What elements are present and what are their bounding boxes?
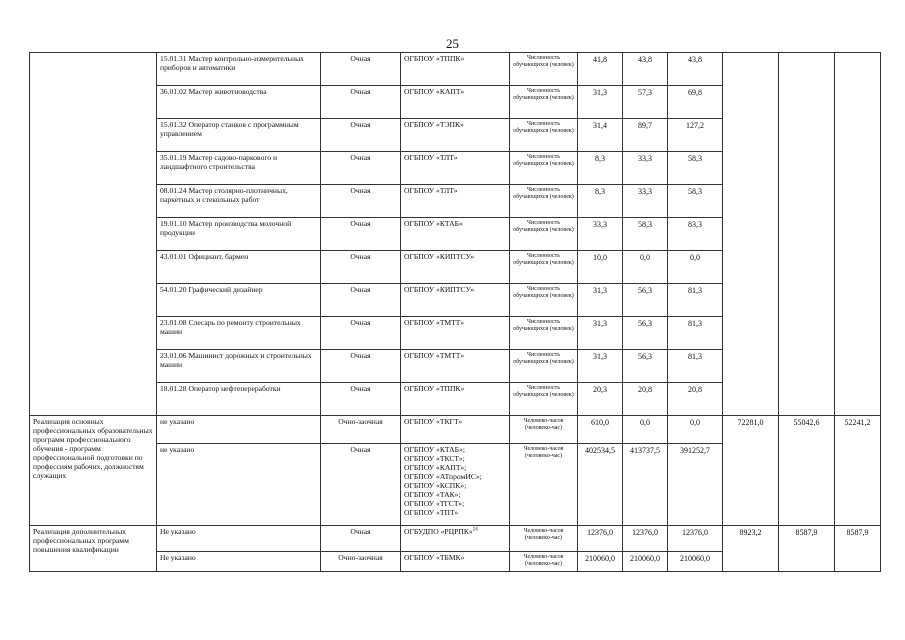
- program-name: Не указано: [157, 552, 321, 572]
- value-3: 20,8: [668, 383, 723, 416]
- measure-unit: Численность обучающихся (человек): [510, 383, 578, 416]
- organization: ОГБПОУ «ТМТТ»: [401, 350, 510, 383]
- organization-cell: [401, 526, 510, 552]
- section-dpo-title: Реализация дополнительных профессиональных программ повышения квалификации: [30, 526, 157, 572]
- organization: ОГБПОУ «АТпромИС»;: [404, 471, 482, 481]
- value-2: 0,0: [623, 416, 668, 444]
- program-name: не указано: [157, 444, 321, 526]
- organization: ОГБПОУ «КТАБ»;: [404, 445, 465, 454]
- value-3: 391252,7: [668, 444, 723, 526]
- value-3: 0,0: [668, 416, 723, 444]
- study-form: Очная: [321, 251, 401, 284]
- value-1: 31,3: [578, 86, 623, 119]
- program-name: 23.01.06 Машинист дорожных и строительных машин: [157, 350, 321, 383]
- value-3: 83,3: [668, 218, 723, 251]
- value-2: 0,0: [623, 251, 668, 284]
- value-3: 58,3: [668, 152, 723, 185]
- value-1: 31,3: [578, 350, 623, 383]
- value-2: 57,3: [623, 86, 668, 119]
- organization: ОГБПОУ «КАПТ»: [401, 86, 510, 119]
- study-form: Очная: [321, 350, 401, 383]
- value-2: 210060,0: [623, 552, 668, 572]
- measure-unit: Численность обучающихся (человек): [510, 185, 578, 218]
- continued-total-1: [723, 53, 779, 416]
- section-total-2: 8587,9: [779, 526, 835, 572]
- organization: ОГБПОУ «ТГСТ»;: [404, 498, 465, 508]
- section-main-title: Реализация основных профессиональных образовательных программ профессионального обучения - программ профессиональной подготовки по профессиям рабочих, должностям служащих: [30, 416, 157, 526]
- study-form: Очная: [321, 526, 401, 552]
- program-name: Не указано: [157, 526, 321, 552]
- value-1: 31,3: [578, 284, 623, 317]
- study-form: Очная: [321, 383, 401, 416]
- value-1: 8,3: [578, 185, 623, 218]
- measure-unit: Численность обучающихся (человек): [510, 251, 578, 284]
- section-total-2: 55042,6: [779, 416, 835, 526]
- value-2: 56,3: [623, 350, 668, 383]
- value-1: 31,3: [578, 317, 623, 350]
- study-form: Очная: [321, 119, 401, 152]
- table-row: [30, 53, 881, 86]
- services-table: [29, 52, 881, 572]
- organization: ОГБПОУ «ТЭПК»: [401, 119, 510, 152]
- value-3: 0,0: [668, 251, 723, 284]
- organization: ОГБПОУ «ТКСТ»;: [404, 453, 465, 463]
- study-form: Очная: [321, 185, 401, 218]
- organization-list: [401, 444, 510, 526]
- program-name: 18.01.28 Оператор нефтепереработки: [157, 383, 321, 416]
- section-main: [30, 416, 881, 526]
- value-1: 402534,5: [578, 444, 623, 526]
- study-form: Очная: [321, 317, 401, 350]
- value-2: 20,8: [623, 383, 668, 416]
- organization: ОГБПОУ «ТППК»: [401, 383, 510, 416]
- organization: ОГБПОУ «ТБМК»: [401, 552, 510, 572]
- value-1: 12376,0: [578, 526, 623, 552]
- program-rows: [30, 53, 881, 416]
- organization: ОГБПОУ «ТКГТ»: [401, 416, 510, 444]
- value-3: 81,3: [668, 317, 723, 350]
- organization: ОГБПОУ «ТАК»;: [404, 489, 461, 499]
- value-2: 89,7: [623, 119, 668, 152]
- value-2: 58,3: [623, 218, 668, 251]
- measure-unit: Численность обучающихся (человек): [510, 284, 578, 317]
- value-3: 81,3: [668, 350, 723, 383]
- study-form: Очная: [321, 152, 401, 185]
- section-total-1: 72281,0: [723, 416, 779, 526]
- organization: ОГБПОУ «ТПТ»: [404, 507, 459, 517]
- organization: ОГБПОУ «ТЛТ»: [401, 152, 510, 185]
- value-2: 56,3: [623, 317, 668, 350]
- organization: ОГБПОУ «КТАБ»: [401, 218, 510, 251]
- study-form: Очная: [321, 284, 401, 317]
- measure-unit: Численность обучающихся (человек): [510, 317, 578, 350]
- value-1: 41,8: [578, 53, 623, 86]
- program-name: 15.01.31 Мастер контрольно-измерительных приборов и автоматики: [157, 53, 321, 86]
- measure-unit: Численность обучающихся (человек): [510, 86, 578, 119]
- table-row: [30, 416, 881, 444]
- table-row: [30, 526, 881, 552]
- value-3: 127,2: [668, 119, 723, 152]
- value-1: 33,3: [578, 218, 623, 251]
- organization: ОГБПОУ «ТППК»: [401, 53, 510, 86]
- program-name: 54.01.20 Графический дизайнер: [157, 284, 321, 317]
- study-form: Очная: [321, 444, 401, 526]
- organization: ОГБПОУ «ТМТТ»: [401, 317, 510, 350]
- value-1: 610,0: [578, 416, 623, 444]
- measure-unit: Численность обучающихся (человек): [510, 218, 578, 251]
- measure-unit: Численность обучающихся (человек): [510, 152, 578, 185]
- value-2: 33,3: [623, 185, 668, 218]
- program-name: не указано: [157, 416, 321, 444]
- organization: ОГБПОУ «ТЛТ»: [401, 185, 510, 218]
- value-3: 81,3: [668, 284, 723, 317]
- value-1: 20,3: [578, 383, 623, 416]
- measure-unit: Численность обучающихся (человек): [510, 53, 578, 86]
- study-form: Очно-заочная: [321, 552, 401, 572]
- program-name: 08.01.24 Мастер столярно-плотничных, паркетных и стекольных работ: [157, 185, 321, 218]
- footnote-marker: 24: [472, 527, 478, 533]
- program-name: 23.01.08 Слесарь по ремонту строительных машин: [157, 317, 321, 350]
- program-name: 43.01.01 Официант, бармен: [157, 251, 321, 284]
- value-2: 33,3: [623, 152, 668, 185]
- study-form: Очно-заочная: [321, 416, 401, 444]
- value-3: 69,8: [668, 86, 723, 119]
- measure-unit: Численность обучающихся (человек): [510, 350, 578, 383]
- study-form: Очная: [321, 218, 401, 251]
- study-form: Очная: [321, 86, 401, 119]
- continued-section-cell: [30, 53, 157, 416]
- program-name: 36.01.02 Мастер животноводства: [157, 86, 321, 119]
- continued-total-2: [779, 53, 835, 416]
- measure-unit: Численность обучающихся (человек): [510, 119, 578, 152]
- measure-unit: Человеко-часов (человеко-час): [510, 416, 578, 444]
- organization: ОГБУДПО «РЦРПК»: [404, 527, 473, 536]
- organization: ОГБПОУ «КИПТСУ»: [401, 251, 510, 284]
- value-3: 58,3: [668, 185, 723, 218]
- measure-unit: Человеко-часов (человеко-час): [510, 444, 578, 526]
- value-3: 43,8: [668, 53, 723, 86]
- section-dpo: [30, 526, 881, 572]
- value-2: 56,3: [623, 284, 668, 317]
- organization: ОГБПОУ «КСПК»;: [404, 480, 467, 490]
- program-name: 15.01.32 Оператор станков с программным управлением: [157, 119, 321, 152]
- value-2: 413737,5: [623, 444, 668, 526]
- value-1: 31,4: [578, 119, 623, 152]
- program-name: 35.01.19 Мастер садово-паркового и ландшафтного строительства: [157, 152, 321, 185]
- measure-unit: Человеко-часов (человеко-час): [510, 552, 578, 572]
- continued-total-3: [835, 53, 881, 416]
- organization: ОГБПОУ «КАПТ»;: [404, 462, 467, 472]
- value-2: 43,8: [623, 53, 668, 86]
- section-total-1: 8923,2: [723, 526, 779, 572]
- section-total-3: 52241,2: [835, 416, 881, 526]
- program-name: 19.01.10 Мастер производства молочной продукции: [157, 218, 321, 251]
- value-1: 10,0: [578, 251, 623, 284]
- measure-unit: Человеко-часов (человеко-час): [510, 526, 578, 552]
- value-2: 12376,0: [623, 526, 668, 552]
- value-3: 12376,0: [668, 526, 723, 552]
- value-1: 8,3: [578, 152, 623, 185]
- organization: ОГБПОУ «КИПТСУ»: [401, 284, 510, 317]
- page-number: 25: [446, 36, 459, 51]
- value-1: 210060,0: [578, 552, 623, 572]
- value-3: 210060,0: [668, 552, 723, 572]
- study-form: Очная: [321, 53, 401, 86]
- section-total-3: 8587,9: [835, 526, 881, 572]
